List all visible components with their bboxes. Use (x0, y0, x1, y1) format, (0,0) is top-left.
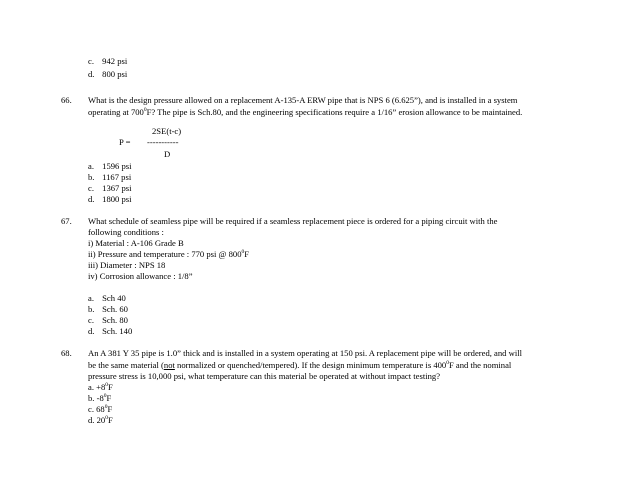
q68-option-b: b. $-8^0F$ (88, 393, 112, 403)
q66-option-b: b. 1167 psi (88, 172, 132, 182)
q67-option-a: a. Sch 40 (88, 293, 126, 303)
option-d-prev: d. 800 psi (88, 69, 128, 79)
q68-number: 68. (61, 348, 72, 358)
q67-line1: What schedule of seamless pipe will be required if a seamless replacement piece is ordered for a piping circuit with the (88, 216, 498, 226)
q68-option-d: d. $20^0F$ (88, 415, 113, 425)
q67-line2: following conditions : (88, 227, 164, 237)
q66-line2: operating at $700^0F$? The pipe is Sch.80, and the engineering specifications require a 1/16” erosion allowance to be maintained. (88, 107, 523, 117)
q67-condition-1: i) Material : A-106 Grade B (88, 238, 184, 248)
q67-option-b: b. Sch. 60 (88, 304, 128, 314)
q67-condition-3: iii) Diameter : NPS 18 (88, 260, 166, 270)
formula-bar: ----------- (147, 137, 179, 147)
q68-line2: be the same material (not normalized or quenched/tempered). If the design minimum temperature is $400^0F$ and the nominal (88, 360, 512, 370)
formula-lhs: P = (119, 137, 131, 147)
q68-line3: pressure stress is 10,000 psi, what temperature can this material be operated at without impact testing? (88, 371, 441, 381)
q66-number: 66. (61, 95, 72, 105)
formula-denominator: D (164, 149, 171, 159)
q66-option-c: c. 1367 psi (88, 183, 132, 193)
option-c-prev: c. 942 psi (88, 56, 128, 66)
q67-condition-2: ii) Pressure and temperature : 770 psi @ $800^0F$ (88, 249, 250, 259)
q68-option-a: a. $+8^0F$ (88, 382, 113, 392)
q66-option-a: a. 1596 psi (88, 161, 132, 171)
formula-numerator: 2SE(t-c) (152, 126, 182, 136)
q66-line1: What is the design pressure allowed on a replacement A-135-A ERW pipe that is NPS 6 (6.625”), and is installed in a system (88, 95, 518, 105)
q67-condition-4: iv) Corrosion allowance : 1/8” (88, 271, 193, 281)
q67-option-c: c. Sch. 80 (88, 315, 128, 325)
q67-number: 67. (61, 216, 72, 226)
q67-option-d: d. Sch. 140 (88, 326, 133, 336)
q66-option-d: d. 1800 psi (88, 194, 132, 204)
q68-line1: An A 381 Y 35 pipe is 1.0” thick and is installed in a system operating at 150 psi. A replacement pipe will be ordered, and will (88, 348, 522, 358)
q68-option-c: c. $68^0F$ (88, 404, 113, 414)
